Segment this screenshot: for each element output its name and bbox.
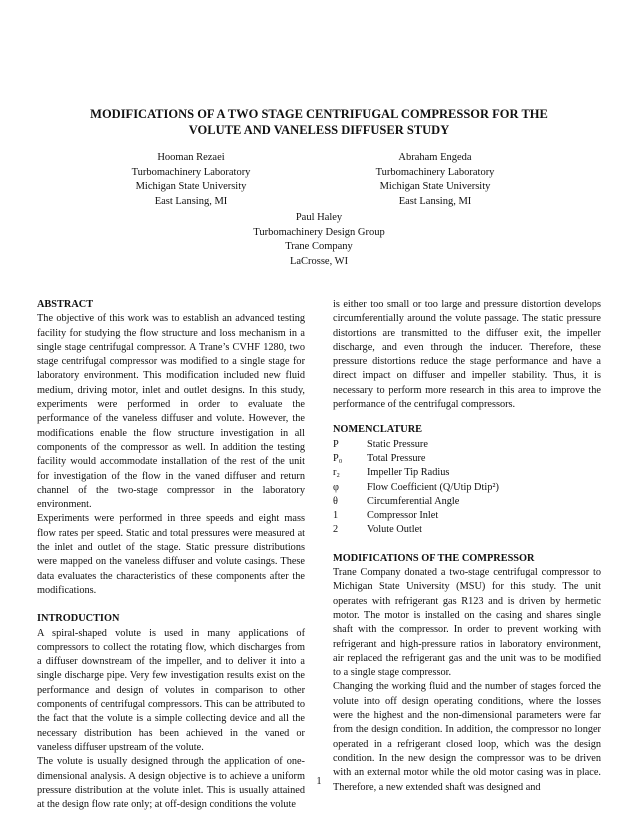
abstract-paragraph-1: The objective of this work was to establish an advanced testing facility for studying the flow structure and loss mechanism in a single stage centrifugal compressor. A Trane’s CVHF 1280, two stage centrifugal compressor was modified to a single stage for laboratory environment. This modification included new fluid medium, driving motor, inlet and outlet designs. In this study, experiments were performed in order to evaluate the performance of the vaneless diffuser and volute. However, the modifications enable the flow structure investigation in all components of the compressor as well. In addition the testing facility would accommodate installation of the rest of the unit for investigation of the flow in the vaned diffuser and return channel of the two-stage compressor in the laboratory environment.	[37, 313, 305, 511]
nomenclature-description: Compressor Inlet	[367, 510, 439, 522]
author-block-3	[224, 211, 414, 269]
nomenclature-row	[333, 466, 499, 480]
nomenclature-symbol: φ	[333, 481, 339, 493]
title-line-1: MODIFICATIONS OF A TWO STAGE CENTRIFUGAL COMPRESSOR FOR THE	[90, 107, 548, 121]
nomenclature-description: Total Pressure	[367, 452, 426, 464]
nomenclature-description: Static Pressure	[367, 438, 428, 450]
nomenclature-symbol: P₀	[333, 452, 343, 464]
author-name: Abraham Engeda	[398, 152, 472, 163]
nomenclature-row	[333, 438, 499, 452]
nomenclature-symbol: 1	[333, 510, 339, 522]
nomenclature-description: Flow Coefficient (Q/Utip Dtip²)	[367, 481, 499, 493]
author-block-1	[96, 151, 286, 209]
nomenclature-symbol: P	[333, 438, 339, 450]
author-name: Hooman Rezaei	[157, 152, 225, 163]
nomenclature-row	[333, 523, 499, 537]
nomenclature-row	[333, 509, 499, 523]
author-block-2	[340, 151, 530, 209]
right-column	[333, 298, 601, 795]
modifications-heading: MODIFICATIONS OF THE COMPRESSOR	[333, 552, 535, 564]
nomenclature-description: Circumferential Angle	[367, 495, 460, 507]
introduction-heading: INTRODUCTION	[37, 613, 120, 625]
nomenclature-table	[333, 438, 499, 538]
intro-continuation-paragraph: is either too small or too large and pressure distortion develops circumferentially around the volute passage. The static pressure distortions are transmitted to the diffuser exit, the impeller discharge, and even through the inducer. Therefore, these pressure distortions reduce the stage performance and have a direct impact on diffuser and impeller stability. Thus, it is necessary to perform more research in this area to improve the performance of the centrifugal compressors.	[333, 299, 601, 411]
page-number: 1	[316, 776, 322, 787]
author-affiliation: Turbomachinery Laboratory	[375, 166, 495, 178]
nomenclature-description: Volute Outlet	[367, 524, 423, 536]
author-affiliation: Turbomachinery Laboratory	[131, 166, 251, 178]
left-column	[37, 298, 305, 812]
nomenclature-row	[333, 452, 499, 466]
author-university: Michigan State University	[379, 181, 491, 192]
modifications-paragraph-2: Changing the working fluid and the number of stages forced the volute into off design operating conditions, where the losses were the highest and the non-dimensional parameters were far from the design condition. In addition, the compressor no longer operated in a refrigerant closed loop, which was the design condition. In the new design the compressor was to be driven with an external motor while the old motor casing was in place. Therefore, a new extended shaft was designed and	[333, 681, 601, 793]
author-city: LaCrosse, WI	[289, 255, 349, 267]
nomenclature-row	[333, 495, 499, 509]
nomenclature-description: Impeller Tip Radius	[367, 467, 450, 479]
introduction-paragraph-2: The volute is usually designed through the application of one-dimensional analysis. A design objective is to achieve a uniform pressure distribution at the volute inlet. This is usually attained at the design flow rate only; at off-design conditions the volute	[37, 756, 305, 811]
paper-title	[60, 106, 578, 138]
author-city: East Lansing, MI	[398, 195, 472, 207]
author-university: Michigan State University	[135, 181, 247, 192]
nomenclature-row	[333, 481, 499, 495]
title-line-2: VOLUTE AND VANELESS DIFFUSER STUDY	[188, 123, 450, 137]
abstract-paragraph-2: Experiments were performed in three speeds and eight mass flow rates per speed. Static and total pressures were measured at the inlet and outlet of the stage. Static pressure distributions were mapped on the vaneless diffuser and volute casings. These data evaluates the characteristics of these components after the modifications.	[37, 513, 305, 596]
author-university: Trane Company	[285, 241, 353, 252]
nomenclature-symbol: r₂	[333, 467, 341, 479]
author-city: East Lansing, MI	[154, 195, 228, 207]
modifications-paragraph-1: Trane Company donated a two-stage centrifugal compressor to Michigan State University (MSU) for this study. The unit operates with refrigerant gas R123 and is driven by hermetic motor. The motor is installed on the casing and shares single shaft with the compressor. In order to prevent working with refrigerant and high-pressure ratios in laboratory environment, air replaced the refrigerant gas and the unit was to be modified to a single stage compressor.	[333, 567, 601, 679]
abstract-heading: ABSTRACT	[37, 299, 94, 310]
author-affiliation: Turbomachinery Design Group	[253, 226, 385, 238]
nomenclature-symbol: θ	[333, 495, 338, 507]
author-name: Paul Haley	[295, 212, 343, 223]
nomenclature-heading: NOMENCLATURE	[333, 424, 423, 436]
introduction-paragraph-1: A spiral-shaped volute is used in many applications of compressors to collect the rotating flow, which discharges from a diffuser downstream of the impeller, and to deliver it into a single discharge pipe. Very few investigation results exist on the performance and design of volutes in comparison to other components of centrifugal compressors. This can be attributed to the fact that the volute is a simple collecting device and all the necessary distribution has been achieved in the vaned or vaneless diffuser upstream of the volute.	[37, 627, 305, 753]
nomenclature-symbol: 2	[333, 524, 339, 536]
